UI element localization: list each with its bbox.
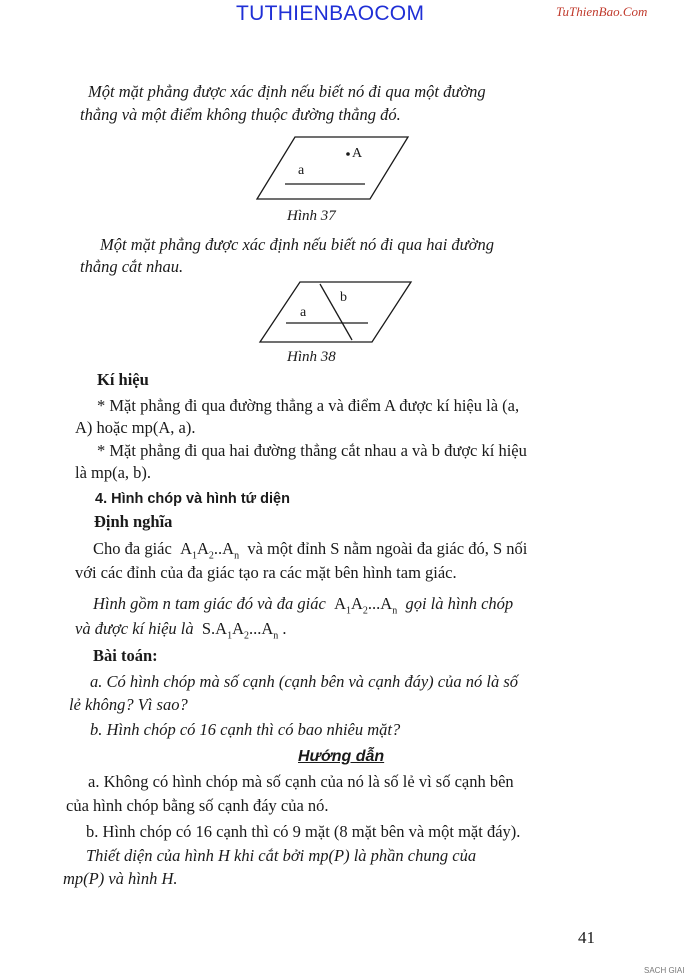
problem-heading: Bài toán:	[93, 646, 158, 665]
definition-line-1-post: và một đỉnh S nằm ngoài đa giác đó, S nối	[247, 539, 528, 558]
paragraph-plane-two-lines-2: thẳng cắt nhau.	[80, 257, 184, 276]
problem-a-line-2: lẻ không? Vì sao?	[69, 695, 188, 714]
notation-2-line-1: * Mặt phẳng đi qua hai đường thẳng cắt nhau a và b được kí hiệu	[97, 441, 527, 460]
section-4-heading: 4. Hình chóp và hình tứ diện	[95, 491, 290, 507]
pyramid-definition-line-2-pre: và được kí hiệu là	[75, 619, 194, 638]
corner-watermark: SACH GIAI	[644, 966, 685, 975]
figure-38-diagram	[258, 279, 418, 347]
plane-parallelogram	[257, 137, 408, 199]
figure-38-caption: Hình 38	[287, 349, 336, 365]
line-label-b: b	[340, 290, 347, 305]
guide-c-line-2: mp(P) và hình H.	[63, 869, 178, 888]
definition-heading: Định nghĩa	[94, 512, 173, 531]
polygon-notation: $A_1A_2...A_n$	[329, 594, 398, 617]
guide-a-line-1: a. Không có hình chóp mà số cạnh của nó là số lẻ vì số cạnh bên	[88, 772, 514, 791]
definition-line-2: với các đỉnh của đa giác tạo ra các mặt bên hình tam giác.	[75, 563, 457, 582]
paragraph-plane-line-point-2: thẳng và một điểm không thuộc đường thẳng đó.	[80, 105, 401, 124]
pyramid-notation: $S.A_1A_2...A_n$ .	[197, 619, 287, 642]
line-b	[320, 284, 352, 340]
site-logo: TuThienBao.Com	[556, 4, 648, 19]
point-a-dot	[346, 152, 350, 156]
notation-2-line-2: là mp(a, b).	[75, 463, 152, 482]
problem-b-line-1: b. Hình chóp có 16 cạnh thì có bao nhiêu mặt?	[90, 720, 401, 739]
page-number: 41	[578, 928, 595, 947]
notation-1-line-2: A) hoặc mp(A, a).	[75, 418, 196, 437]
pyramid-definition-line-2	[75, 619, 287, 646]
pyramid-definition-line-1	[93, 594, 513, 621]
point-label-a: A	[352, 146, 363, 161]
guide-a-line-2: của hình chóp bằng số cạnh đáy của nó.	[66, 796, 329, 815]
figure-37-caption: Hình 37	[287, 208, 336, 224]
line-label-a: a	[300, 305, 307, 320]
pyramid-definition-line-1-pre: Hình gồm n tam giác đó và đa giác	[93, 594, 326, 613]
definition-line-1-pre: Cho đa giác	[93, 539, 172, 558]
site-title: TUTHIENBAOCOM	[236, 2, 425, 25]
paragraph-plane-line-point-1: Một mặt phẳng được xác định nếu biết nó đi qua một đường	[88, 82, 486, 101]
line-label-a: a	[298, 163, 305, 178]
guide-b-line-1: b. Hình chóp có 16 cạnh thì có 9 mặt (8 mặt bên và một mặt đáy).	[86, 822, 521, 841]
figure-37-diagram	[255, 133, 415, 205]
guide-c-line-1: Thiết diện của hình H khi cắt bởi mp(P) là phần chung của	[86, 846, 477, 865]
pyramid-definition-line-1-post: gọi là hình chóp	[405, 594, 514, 613]
polygon-notation: $A_1A_2..A_n$	[175, 539, 240, 562]
guide-heading: Hướng dẫn	[298, 748, 385, 765]
paragraph-plane-two-lines-1: Một mặt phẳng được xác định nếu biết nó đi qua hai đường	[100, 235, 494, 254]
notation-heading: Kí hiệu	[97, 370, 149, 389]
notation-1-line-1: * Mặt phẳng đi qua đường thẳng a và điểm A được kí hiệu là (a,	[97, 396, 520, 415]
problem-a-line-1: a. Có hình chóp mà số cạnh (cạnh bên và cạnh đáy) của nó là số	[90, 672, 519, 691]
